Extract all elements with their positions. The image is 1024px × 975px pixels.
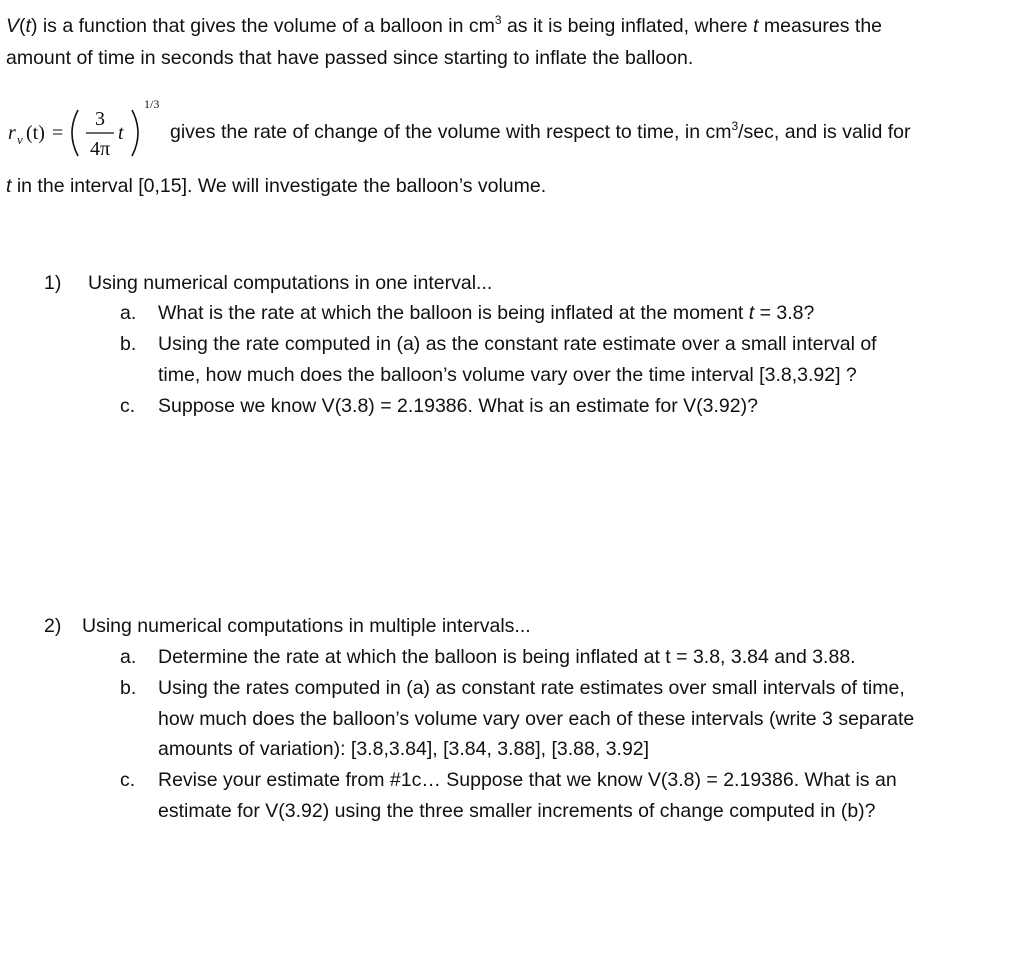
time-variable: t [25, 15, 31, 37]
time-variable: t [748, 302, 755, 324]
fraction-numerator: 3 [95, 108, 105, 130]
item-text-a: What is the rate at which the balloon is being inflated at the moment [158, 302, 749, 324]
interval-line [6, 172, 546, 200]
item-label: a. [120, 646, 137, 668]
rate-formula [6, 92, 176, 168]
fraction-denominator: 4π [89, 138, 111, 160]
question-number: 2) [44, 615, 62, 637]
question-number: 1) [44, 272, 62, 294]
volume-function-symbol: V [6, 15, 20, 37]
item-text-line: estimate for V(3.92) using the three smaller increments of change computed in (b)? [158, 800, 876, 822]
formula-t-arg: (t) [26, 122, 45, 144]
item-text-line: how much does the balloon’s volume vary over each of these intervals (write 3 separate [158, 708, 915, 730]
interval-text: in the interval [0,15]. We will investigate the balloon’s volume. [11, 175, 547, 197]
item-text-line: Using the rate computed in (a) as the constant rate estimate over a small interval of [158, 333, 877, 355]
formula-t: t [118, 122, 124, 144]
cubic-superscript: 3 [494, 13, 502, 27]
intro-text-a: ) is a function that gives the volume of a balloon in cm [30, 15, 495, 37]
formula-exponent: 1/3 [144, 97, 160, 111]
time-variable: t [753, 15, 759, 37]
item-label: a. [120, 302, 137, 324]
right-paren [132, 110, 138, 156]
question-title: Using numerical computations in multiple intervals... [82, 615, 531, 637]
formula-equals: = [52, 122, 64, 144]
intro-text-c: measures the [758, 15, 883, 37]
formula-desc-a: gives the rate of change of the volume with respect to time, in cm [170, 121, 732, 143]
left-paren [72, 110, 78, 156]
formula-description [170, 118, 910, 148]
item-label: b. [120, 333, 137, 355]
cubic-superscript: 3 [731, 119, 739, 133]
time-variable: t [6, 175, 12, 197]
item-text-line: Revise your estimate from #1c… Suppose that we know V(3.8) = 2.19386. What is an [158, 769, 897, 791]
formula-r: r [8, 122, 16, 144]
intro-line-2: amount of time in seconds that have passed since starting to inflate the balloon. [6, 47, 694, 69]
item-label: b. [120, 677, 137, 699]
item-text-line: time, how much does the balloon’s volume vary over the time interval [3.8,3.92] ? [158, 364, 857, 386]
item-text-line: Using the rates computed in (a) as constant rate estimates over small intervals of time, [158, 677, 905, 699]
item-label: c. [120, 395, 136, 417]
item-text [158, 299, 814, 327]
intro-text-b: as it is being inflated, where [501, 15, 754, 37]
formula-desc-b: /sec, and is valid for [738, 121, 911, 143]
item-text-line: amounts of variation): [3.8,3.84], [3.84, 3.88], [3.88, 3.92] [158, 738, 650, 760]
item-label: c. [120, 769, 136, 791]
intro-line-1: V(t) is a function that gives the volume of a balloon in $cm^3$ as it is being inflated, where t measures the [6, 13, 883, 37]
item-text-line: Suppose we know V(3.8) = 2.19386. What is an estimate for V(3.92)? [158, 395, 758, 417]
question-title: Using numerical computations in one interval... [88, 272, 493, 294]
item-text-line: Determine the rate at which the balloon is being inflated at t = 3.8, 3.84 and 3.88. [158, 646, 856, 668]
formula-subscript-v: v [17, 132, 23, 147]
item-text-b: = 3.8? [754, 302, 815, 324]
